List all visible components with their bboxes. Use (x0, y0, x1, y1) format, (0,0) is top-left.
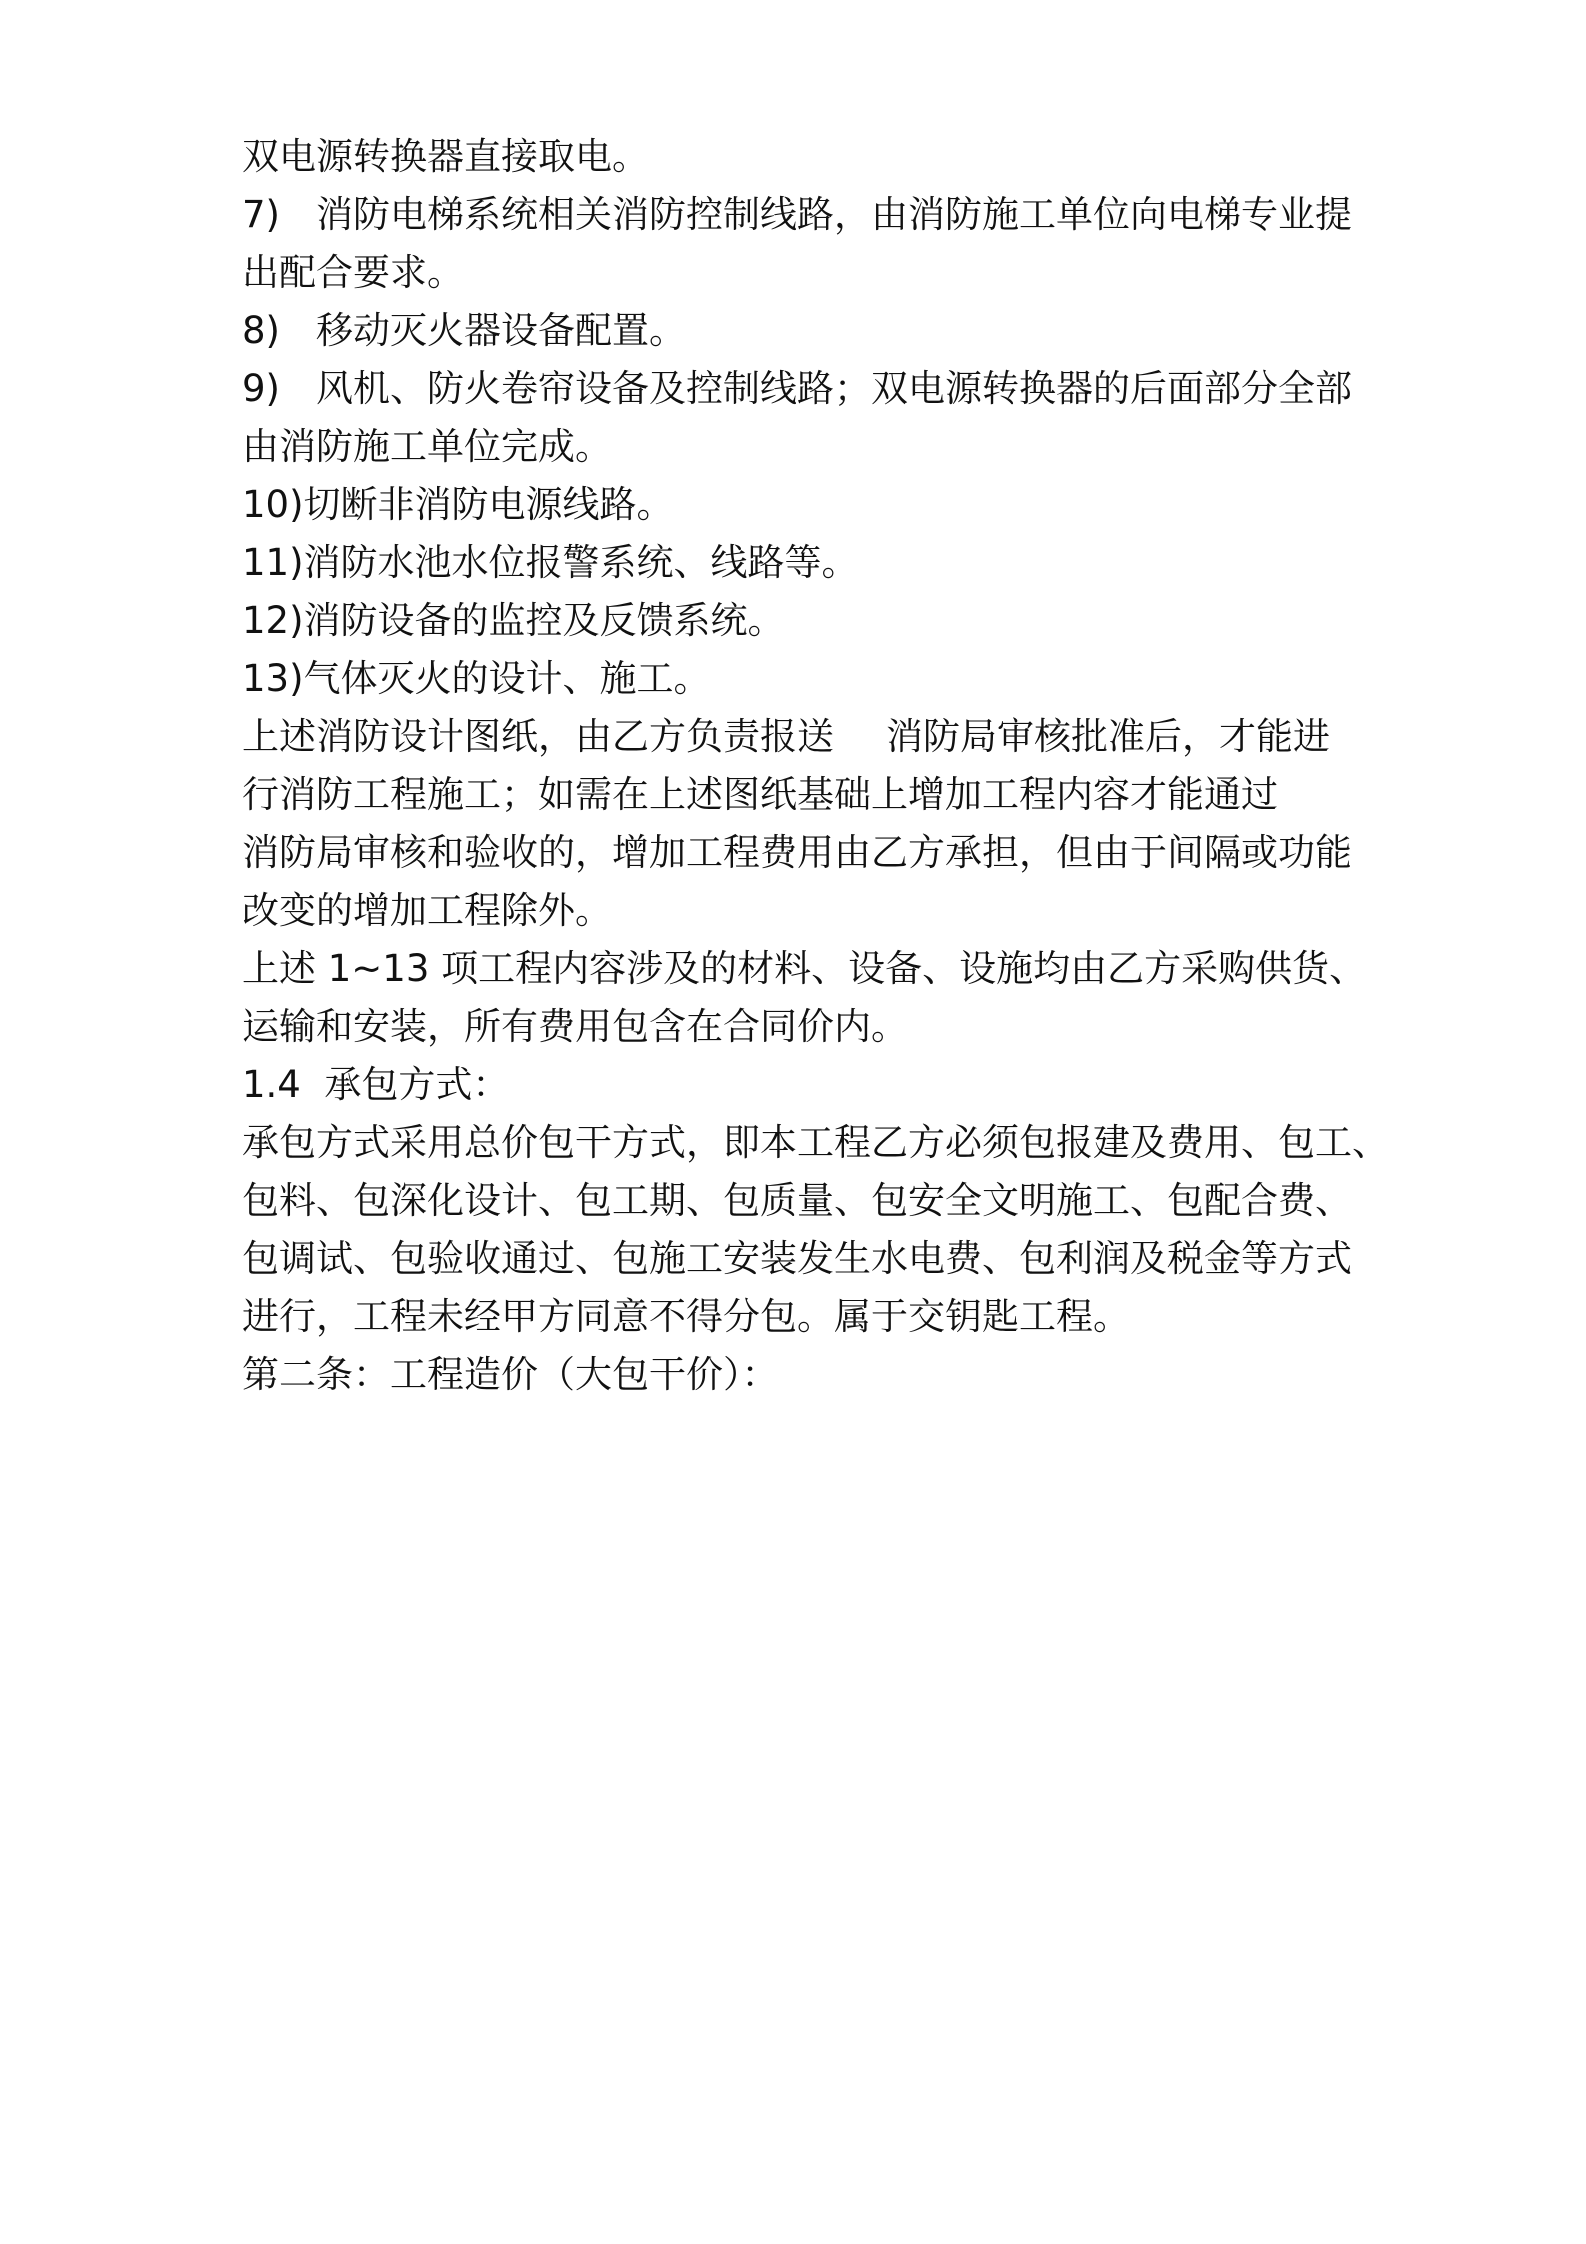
line-text: 由消防施工单位完成。 (242, 425, 612, 468)
line-text: 改变的增加工程除外。 (242, 889, 612, 932)
line-text: 包料、包深化设计、包工期、包质量、包安全文明施工、包配合费、 (242, 1179, 1352, 1222)
list-item-9 (242, 359, 1362, 419)
text-line-1 (242, 127, 1362, 187)
text-line-11 (242, 707, 1362, 767)
line-text: 上述 1~13 项工程内容涉及的材料、设备、设施均由乙方采购供货、 (242, 947, 1367, 990)
list-number: 9) (242, 367, 280, 410)
line-text: 出配合要求。 (242, 251, 464, 294)
line-text: 11)消防水池水位报警系统、线路等。 (242, 541, 859, 584)
list-number: 7) (242, 193, 280, 236)
text-line-19 (242, 1171, 1362, 1231)
line-text: 承包方式采用总价包干方式，即本工程乙方必须包报建及费用、包工、 (242, 1121, 1389, 1164)
list-number: 8) (242, 309, 280, 352)
line-text: 风机、防火卷帘设备及控制线路；双电源转换器的后面部分全部 (316, 367, 1352, 410)
text-line-21 (242, 1287, 1362, 1347)
text-line-16 (242, 997, 1362, 1057)
text-line-12 (242, 765, 1362, 825)
line-text: 进行，工程未经甲方同意不得分包。属于交钥匙工程。 (242, 1295, 1130, 1338)
line-text: 双电源转换器直接取电。 (242, 135, 649, 178)
line-text: 12)消防设备的监控及反馈系统。 (242, 599, 785, 642)
list-item-8 (242, 301, 1362, 361)
article-heading-2 (242, 1345, 1362, 1405)
line-text: 第二条：工程造价（大包干价）： (242, 1353, 779, 1396)
line-text: 消防局审核和验收的，增加工程费用由乙方承担，但由于间隔或功能 (242, 831, 1352, 874)
list-item-7 (242, 185, 1362, 245)
line-text-continued: 消防局审核批准后，才能进 (886, 715, 1330, 758)
list-item-12 (242, 591, 1362, 651)
line-text: 运输和安装，所有费用包含在合同价内。 (242, 1005, 908, 1048)
line-text: 13)气体灭火的设计、施工。 (242, 657, 711, 700)
line-text: 1.4 承包方式： (242, 1063, 510, 1106)
line-text: 消防电梯系统相关消防控制线路，由消防施工单位向电梯专业提 (316, 193, 1352, 236)
text-line-14 (242, 881, 1362, 941)
text-line-15 (242, 939, 1367, 999)
list-item-10 (242, 475, 1362, 535)
line-text: 行消防工程施工；如需在上述图纸基础上增加工程内容才能通过 (242, 773, 1278, 816)
text-line-6 (242, 417, 1362, 477)
line-text: 10)切断非消防电源线路。 (242, 483, 674, 526)
line-text: 包调试、包验收通过、包施工安装发生水电费、包利润及税金等方式 (242, 1237, 1352, 1280)
section-heading-1-4 (242, 1055, 1362, 1115)
text-line-3 (242, 243, 1362, 303)
text-line-13 (242, 823, 1362, 883)
line-text: 移动灭火器设备配置。 (316, 309, 686, 352)
text-line-18 (242, 1113, 1389, 1173)
text-line-20 (242, 1229, 1362, 1289)
list-item-11 (242, 533, 1362, 593)
line-text: 上述消防设计图纸，由乙方负责报送 (242, 715, 834, 758)
list-item-13 (242, 649, 1362, 709)
